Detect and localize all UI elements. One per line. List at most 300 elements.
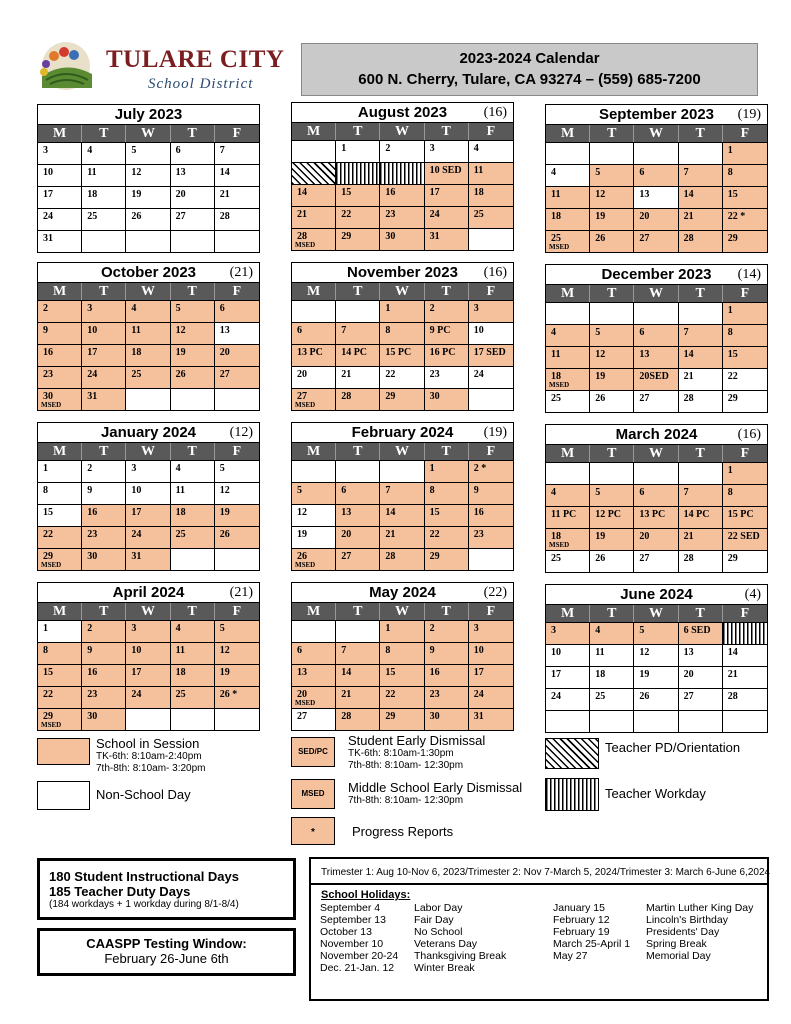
day-cell <box>425 366 469 388</box>
instructional-days-box <box>37 858 296 920</box>
month-name: September 2023 <box>598 106 715 123</box>
day-cell <box>723 506 767 528</box>
day-number: 12 <box>297 507 307 518</box>
day-number: 22 * <box>727 211 746 222</box>
day-number: 11 <box>87 167 97 178</box>
day-number: 4 <box>551 487 556 498</box>
month-name: April 2024 <box>112 584 185 601</box>
day-number: 13 <box>683 647 694 658</box>
caaspp-dates: February 26-June 6th <box>104 951 229 966</box>
day-number: 2 <box>43 303 48 314</box>
day-number: 25 <box>551 393 561 404</box>
day-cell <box>126 300 170 322</box>
weekday-header <box>38 443 259 460</box>
day-cell <box>590 710 634 732</box>
day-number: 10 <box>551 647 561 658</box>
day-number: 28 <box>341 391 352 402</box>
day-cell <box>38 142 82 164</box>
day-number: 25 <box>131 369 142 380</box>
day-cell <box>380 620 424 642</box>
day-cell <box>723 230 767 252</box>
day-number: 27 <box>341 551 352 562</box>
day-cell <box>292 504 336 526</box>
day-cell <box>171 708 215 730</box>
day-cell <box>215 142 259 164</box>
day-cell <box>82 460 126 482</box>
day-number: 13 <box>341 507 352 518</box>
day-number: 12 <box>595 189 606 200</box>
weekday-label: F <box>740 446 750 461</box>
day-cell <box>82 142 126 164</box>
day-number: 1 <box>341 143 347 154</box>
day-cell <box>469 526 513 548</box>
day-cell <box>723 208 767 230</box>
day-number: 6 <box>639 327 645 338</box>
holiday-date: March 25-April 1 <box>553 938 631 950</box>
day-cell <box>590 368 634 390</box>
day-number: 15 PC <box>727 509 754 520</box>
month-title <box>546 425 767 445</box>
legend-teacher-workday-swatch <box>545 778 599 811</box>
day-cell <box>469 300 513 322</box>
month-march-2024 <box>545 424 768 573</box>
weekday-label: W <box>380 603 424 620</box>
day-number: 21 <box>219 189 230 200</box>
day-number: 7 <box>341 645 347 656</box>
holiday-name: Winter Break <box>414 962 475 974</box>
day-cell <box>82 708 126 730</box>
day-cell <box>723 324 767 346</box>
day-cell <box>126 708 170 730</box>
day-cell <box>679 368 723 390</box>
day-number: 7 <box>683 327 689 338</box>
day-number: 2 * <box>473 463 487 474</box>
day-number: 25 <box>175 529 186 540</box>
day-number: 18 <box>175 507 186 518</box>
day-number: 14 <box>219 167 230 178</box>
legend-session-times-78: 7th-8th: 8:10am- 3:20pm <box>96 763 206 774</box>
day-number: 26 <box>219 529 230 540</box>
weekday-label: T <box>171 125 215 142</box>
day-number: 5 <box>219 463 225 474</box>
day-cell <box>590 230 634 252</box>
day-number: 21 <box>297 209 307 220</box>
day-number: 18 <box>87 189 98 200</box>
holiday-name: Veterans Day <box>414 938 478 950</box>
day-grid <box>38 142 259 252</box>
weekday-label: W <box>380 123 424 140</box>
weekday-label: F <box>740 606 750 621</box>
day-number: 4 <box>175 623 181 634</box>
legend-session-swatch <box>37 738 90 765</box>
day-cell <box>126 548 170 570</box>
student-days: 180 Student Instructional Days <box>49 869 239 884</box>
day-cell <box>82 504 126 526</box>
day-cell <box>634 186 678 208</box>
day-number: 16 <box>87 667 98 678</box>
day-number: 8 <box>727 167 733 178</box>
day-cell <box>469 228 513 250</box>
day-cell <box>38 548 82 570</box>
day-number: 22 <box>385 369 396 380</box>
day-cell <box>292 228 336 250</box>
day-number: 25 <box>551 553 561 564</box>
day-number: 19 <box>131 189 142 200</box>
day-number: 13 <box>639 189 650 200</box>
day-cell <box>292 460 336 482</box>
day-cell <box>634 666 678 688</box>
day-cell <box>215 620 259 642</box>
weekday-label: W <box>380 283 424 300</box>
day-cell <box>380 642 424 664</box>
day-number: 19 <box>595 531 606 542</box>
day-cell <box>292 344 336 366</box>
day-cell <box>723 346 767 368</box>
day-cell <box>292 140 336 162</box>
month-title <box>38 105 259 125</box>
day-cell <box>469 366 513 388</box>
day-number: 23 <box>87 529 98 540</box>
day-cell <box>546 324 590 346</box>
month-december-2023 <box>545 264 768 413</box>
day-cell <box>679 142 723 164</box>
day-number: 25 <box>473 209 484 220</box>
legend-session-title: School in Session <box>96 736 200 751</box>
day-cell <box>380 206 424 228</box>
day-cell <box>590 142 634 164</box>
day-number: 5 <box>595 487 601 498</box>
day-number: 19 <box>219 667 230 678</box>
holiday-date: September 4 <box>320 902 381 914</box>
day-cell <box>425 482 469 504</box>
day-cell <box>380 162 424 184</box>
month-title <box>292 263 513 283</box>
day-cell <box>469 686 513 708</box>
weekday-label: T <box>590 605 634 622</box>
day-number: 20 <box>683 669 694 680</box>
day-number: 19 <box>219 507 230 518</box>
month-day-count: (14) <box>737 267 761 282</box>
day-number: 28 <box>683 553 694 564</box>
weekday-header <box>292 123 513 140</box>
day-number: 5 <box>175 303 181 314</box>
day-cell <box>292 300 336 322</box>
day-number: 5 <box>595 327 601 338</box>
day-number: 2 <box>429 303 435 314</box>
weekday-label: F <box>232 284 242 299</box>
day-cell <box>292 322 336 344</box>
weekday-label: M <box>38 125 82 142</box>
day-number: 24 <box>551 691 561 702</box>
day-number: 31 <box>473 711 484 722</box>
day-number: 30 <box>429 391 440 402</box>
month-name: November 2023 <box>347 264 458 281</box>
day-number: 6 <box>639 487 645 498</box>
day-cell <box>634 368 678 390</box>
day-cell <box>590 302 634 324</box>
day-number: 17 <box>429 187 440 198</box>
day-number: 9 <box>87 645 93 656</box>
day-cell <box>634 302 678 324</box>
day-number: 8 <box>43 645 48 656</box>
day-number: 13 PC <box>639 509 666 520</box>
day-number: 6 <box>219 303 225 314</box>
day-cell <box>38 164 82 186</box>
day-number: 30 <box>385 231 396 242</box>
day-cell <box>679 346 723 368</box>
day-cell <box>336 708 380 730</box>
day-cell <box>38 482 82 504</box>
day-number: 17 <box>43 189 53 200</box>
day-number: 11 <box>175 645 186 656</box>
month-june-2024 <box>545 584 768 733</box>
weekday-label: F <box>486 284 496 299</box>
weekday-label: T <box>425 283 469 300</box>
day-cell <box>679 528 723 550</box>
day-cell <box>679 644 723 666</box>
day-cell <box>469 620 513 642</box>
month-day-count: (16) <box>483 105 507 120</box>
month-name: May 2024 <box>369 584 436 601</box>
day-cell <box>634 462 678 484</box>
day-cell <box>336 206 380 228</box>
day-number: 11 <box>551 189 561 200</box>
day-number: 19 <box>595 211 606 222</box>
day-number: 2 <box>87 623 93 634</box>
weekday-label: M <box>38 603 82 620</box>
day-cell <box>546 346 590 368</box>
day-number: 29 <box>43 711 53 722</box>
holiday-date: November 20-24 <box>320 950 399 962</box>
day-number: 1 <box>385 303 391 314</box>
weekday-label: T <box>425 603 469 620</box>
day-cell <box>171 664 215 686</box>
day-cell <box>38 208 82 230</box>
day-cell <box>425 620 469 642</box>
month-title <box>292 423 513 443</box>
weekday-label: W <box>634 285 678 302</box>
day-cell <box>469 708 513 730</box>
day-number: 5 <box>639 625 645 636</box>
day-number: 4 <box>131 303 137 314</box>
weekday-label: T <box>679 125 723 142</box>
weekday-label: F <box>740 126 750 141</box>
day-cell <box>425 548 469 570</box>
day-cell <box>590 164 634 186</box>
weekday-header <box>546 125 767 142</box>
day-number: 12 <box>175 325 186 336</box>
holiday-name: Spring Break <box>646 938 707 950</box>
day-number: 12 <box>131 167 142 178</box>
day-number: 17 <box>473 667 484 678</box>
day-cell <box>82 300 126 322</box>
day-number: 6 SED <box>683 625 711 636</box>
day-cell <box>590 208 634 230</box>
holiday-name: Thanksgiving Break <box>414 950 507 962</box>
day-number: 19 <box>175 347 186 358</box>
day-cell <box>679 302 723 324</box>
day-cell <box>82 620 126 642</box>
day-number: 15 <box>727 349 738 360</box>
day-cell <box>215 642 259 664</box>
day-cell <box>82 230 126 252</box>
day-number: 1 <box>727 145 733 156</box>
day-number: 9 PC <box>429 325 451 336</box>
weekday-label: T <box>82 443 126 460</box>
day-number: 24 <box>131 689 142 700</box>
day-number: 25 <box>551 233 561 244</box>
day-number: 25 <box>175 689 186 700</box>
month-name: August 2023 <box>357 104 448 121</box>
msed-tag: MSED <box>549 381 570 389</box>
day-number: 10 SED <box>429 165 462 176</box>
day-cell <box>82 664 126 686</box>
month-name: March 2024 <box>615 426 698 443</box>
day-cell <box>634 142 678 164</box>
legend-nonschool-swatch <box>37 781 90 810</box>
day-number: 26 <box>639 691 650 702</box>
legend-progress: Progress Reports <box>352 824 454 839</box>
day-cell <box>425 708 469 730</box>
day-cell <box>546 484 590 506</box>
legend-sed <box>348 733 485 772</box>
day-cell <box>634 710 678 732</box>
day-number: 31 <box>131 551 142 562</box>
day-number: 12 <box>219 645 230 656</box>
day-number: 4 <box>473 143 479 154</box>
day-cell <box>469 504 513 526</box>
holiday-name: No School <box>414 926 463 938</box>
day-cell <box>336 504 380 526</box>
day-number: 27 <box>175 211 186 222</box>
day-number: 24 <box>131 529 142 540</box>
day-cell <box>590 346 634 368</box>
day-cell <box>82 526 126 548</box>
day-number: 8 <box>43 485 48 496</box>
day-number: 23 <box>43 369 53 380</box>
day-number: 28 <box>219 211 230 222</box>
legend-session <box>96 736 206 775</box>
day-cell <box>380 322 424 344</box>
day-cell <box>336 664 380 686</box>
day-number: 12 <box>639 647 650 658</box>
day-cell <box>723 368 767 390</box>
day-number: 16 <box>385 187 396 198</box>
month-title <box>38 263 259 283</box>
day-number: 7 <box>683 487 689 498</box>
day-number: 10 <box>131 485 142 496</box>
holiday-date: May 27 <box>553 950 588 962</box>
day-cell <box>171 142 215 164</box>
day-number: 6 <box>639 167 645 178</box>
day-number: 20 <box>297 369 307 380</box>
day-cell <box>336 140 380 162</box>
day-cell <box>126 526 170 548</box>
day-number: 24 <box>43 211 53 222</box>
day-cell <box>38 664 82 686</box>
day-cell <box>336 184 380 206</box>
holiday-date: January 15 <box>553 902 605 914</box>
day-number: 21 <box>727 669 738 680</box>
day-cell <box>38 708 82 730</box>
day-number: 3 <box>43 145 48 156</box>
weekday-header <box>38 283 259 300</box>
day-cell <box>38 344 82 366</box>
day-cell <box>126 366 170 388</box>
day-cell <box>215 526 259 548</box>
day-cell <box>634 528 678 550</box>
day-number: 21 <box>683 211 694 222</box>
day-cell <box>336 642 380 664</box>
day-number: 16 <box>429 667 440 678</box>
day-cell <box>634 346 678 368</box>
weekday-label: F <box>486 604 496 619</box>
day-cell <box>723 666 767 688</box>
msed-tag: MSED <box>41 561 62 569</box>
day-cell <box>38 300 82 322</box>
day-cell <box>215 548 259 570</box>
month-name: June 2024 <box>620 586 693 603</box>
day-cell <box>723 390 767 412</box>
day-cell <box>38 504 82 526</box>
holiday-name: Presidents' Day <box>646 926 720 938</box>
month-day-count: (19) <box>483 425 507 440</box>
weekday-label: T <box>590 445 634 462</box>
day-number: 24 <box>429 209 440 220</box>
day-cell <box>380 344 424 366</box>
day-number: 14 PC <box>683 509 710 520</box>
weekday-label: T <box>336 603 380 620</box>
day-number: 8 <box>385 645 391 656</box>
day-number: 24 <box>473 369 484 380</box>
day-number: 25 <box>595 691 606 702</box>
weekday-label: M <box>546 445 590 462</box>
day-number: 29 <box>727 393 738 404</box>
day-cell <box>38 366 82 388</box>
holiday-name: Labor Day <box>414 902 463 914</box>
day-number: 20SED <box>639 371 669 382</box>
day-cell <box>590 528 634 550</box>
weekday-label: W <box>126 125 170 142</box>
day-cell <box>590 666 634 688</box>
day-number: 18 <box>131 347 142 358</box>
legend-teacher-pd-swatch <box>545 738 599 769</box>
day-cell <box>82 208 126 230</box>
day-cell <box>215 300 259 322</box>
day-cell <box>634 164 678 186</box>
weekday-label: W <box>634 605 678 622</box>
day-number: 14 <box>683 189 694 200</box>
holiday-date: September 13 <box>320 914 386 926</box>
day-cell <box>723 688 767 710</box>
weekday-label: M <box>292 123 336 140</box>
day-cell <box>38 186 82 208</box>
day-cell <box>723 462 767 484</box>
caaspp-title: CAASPP Testing Window: <box>86 936 247 951</box>
month-name: February 2024 <box>351 424 454 441</box>
caaspp-box <box>37 928 296 976</box>
holiday-date: February 12 <box>553 914 610 926</box>
day-number: 26 <box>131 211 142 222</box>
workday-note: (184 workdays + 1 workday during 8/1-8/4) <box>49 899 239 910</box>
day-number: 31 <box>429 231 440 242</box>
day-cell <box>679 164 723 186</box>
day-cell <box>126 642 170 664</box>
day-number: 26 <box>595 553 606 564</box>
day-cell <box>215 686 259 708</box>
day-number: 23 <box>429 689 440 700</box>
day-number: 5 <box>131 145 137 156</box>
